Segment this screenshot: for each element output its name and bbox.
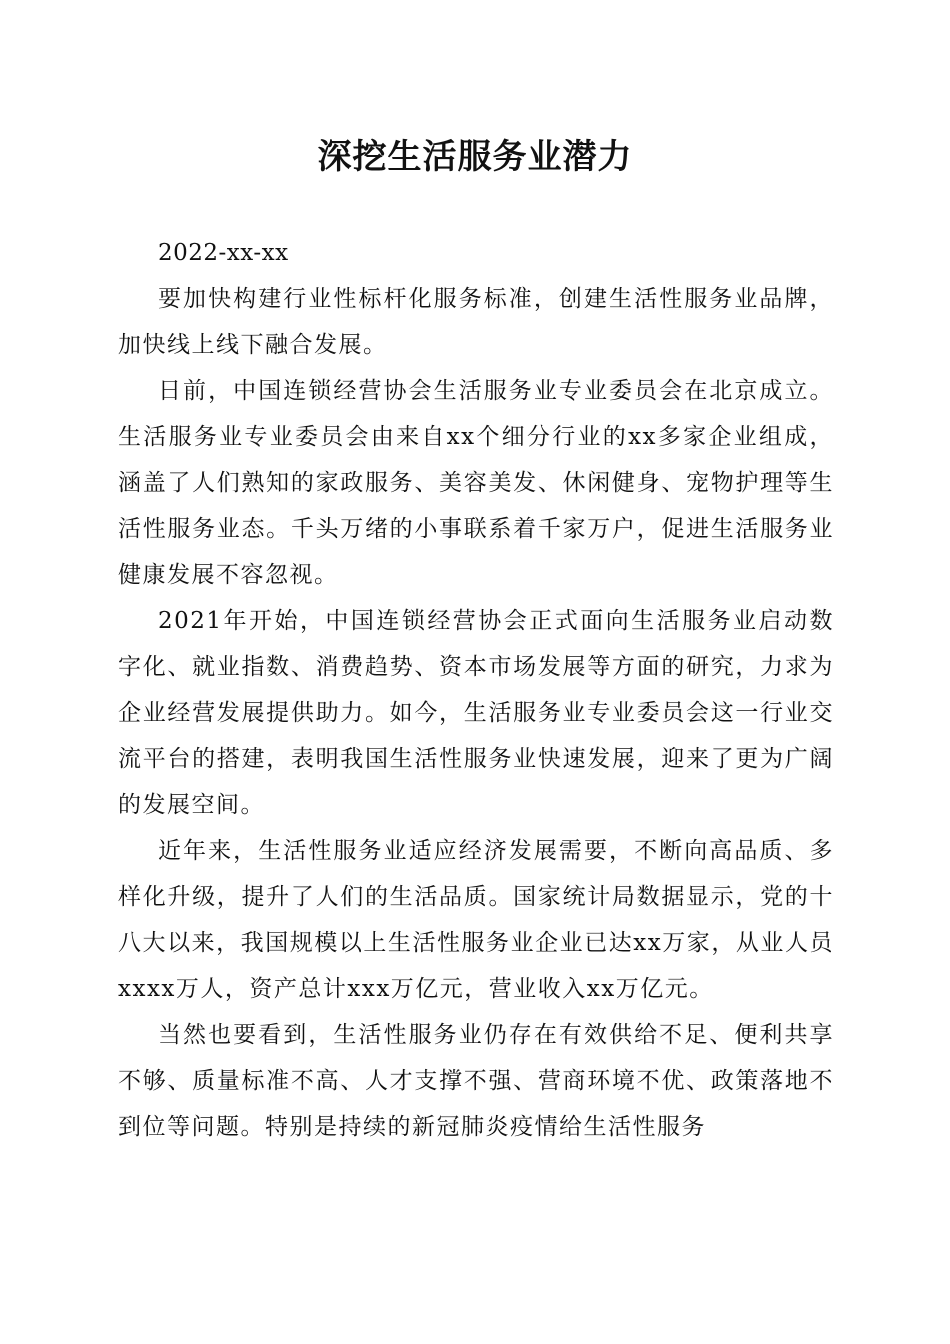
document-title: 深挖生活服务业潜力 — [317, 137, 633, 177]
paragraph-1: 要加快构建行业性标杆化服务标准，创建生活性服务业品牌，加快线上线下融合发展。 — [118, 286, 834, 358]
paragraph-2: 日前，中国连锁经营协会生活服务业专业委员会在北京成立。生活服务业专业委员会由来自xx个细分行业的xx多家企业组成，涵盖了人们熟知的家政服务、美容美发、休闲健身、宠物护理等生活性服务业态。千头万绪的小事联系着千家万户，促进生活服务业健康发展不容忽视。 — [118, 378, 834, 588]
document-body — [118, 230, 834, 1150]
paragraph-4: 近年来，生活性服务业适应经济发展需要，不断向高品质、多样化升级，提升了人们的生活品质。国家统计局数据显示，党的十八大以来，我国规模以上生活性服务业企业已达xx万家，从业人员xxxx万人，资产总计xxx万亿元，营业收入xx万亿元。 — [118, 838, 834, 1002]
paragraph-3: 2021年开始，中国连锁经营协会正式面向生活服务业启动数字化、就业指数、消费趋势、资本市场发展等方面的研究，力求为企业经营发展提供助力。如今，生活服务业专业委员会这一行业交流平台的搭建，表明我国生活性服务业快速发展，迎来了更为广阔的发展空间。 — [118, 608, 834, 818]
paragraph-5: 当然也要看到，生活性服务业仍存在有效供给不足、便利共享不够、质量标准不高、人才支撑不强、营商环境不优、政策落地不到位等问题。特别是持续的新冠肺炎疫情给生活性服务 — [118, 1022, 834, 1140]
document-date: 2022-xx-xx — [158, 240, 289, 266]
